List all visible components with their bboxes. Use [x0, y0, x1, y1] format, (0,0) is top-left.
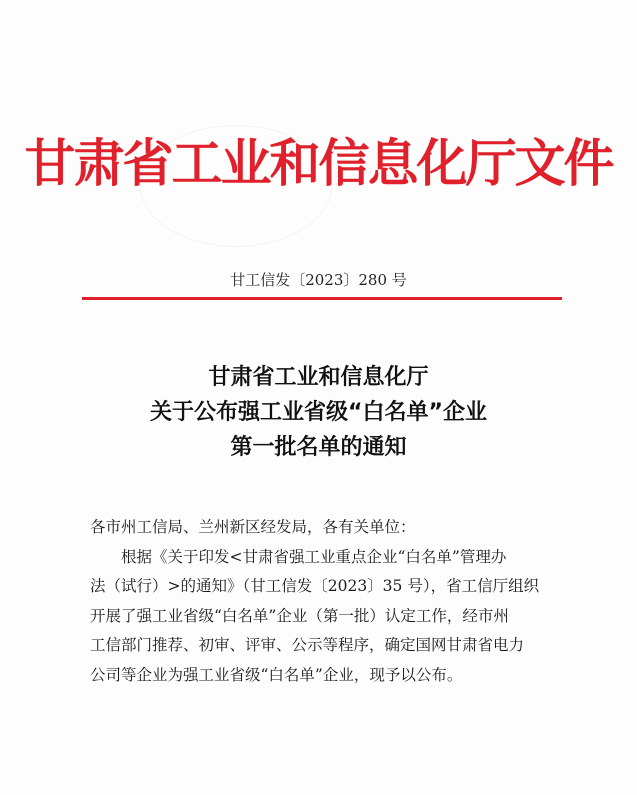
document-number: 甘工信发〔2023〕280 号 — [230, 271, 407, 289]
title-line-3: 第一批名单的通知 — [230, 435, 407, 460]
paragraph-line-3: 开展了强工业省级“白名单”企业（第一批）认定工作，经市州 — [90, 606, 509, 625]
paragraph-line-1: 根据《关于印发<甘肃省强工业重点企业“白名单”管理办 — [121, 547, 507, 566]
title-line-1: 甘肃省工业和信息化厅 — [208, 365, 429, 390]
title-line-2: 关于公布强工业省级“白名单”企业 — [150, 400, 487, 425]
notice-body — [90, 513, 550, 690]
addressee-line: 各市州工信局、兰州新区经发局，各有关单位： — [90, 518, 416, 536]
paragraph-line-4: 工信部门推荐、初审、评审、公示等程序，确定国网甘肃省电力 — [90, 636, 525, 654]
red-header-title: 甘肃省工业和信息化厅文件 — [24, 134, 613, 194]
notice-title — [0, 360, 637, 465]
red-divider-line — [82, 297, 562, 300]
paragraph-line-5: 公司等企业为强工业省级“白名单”企业，现予以公布。 — [90, 665, 463, 684]
paragraph-line-2: 法（试行）>的通知》（甘工信发〔2023〕35 号），省工信厅组织 — [90, 577, 540, 595]
